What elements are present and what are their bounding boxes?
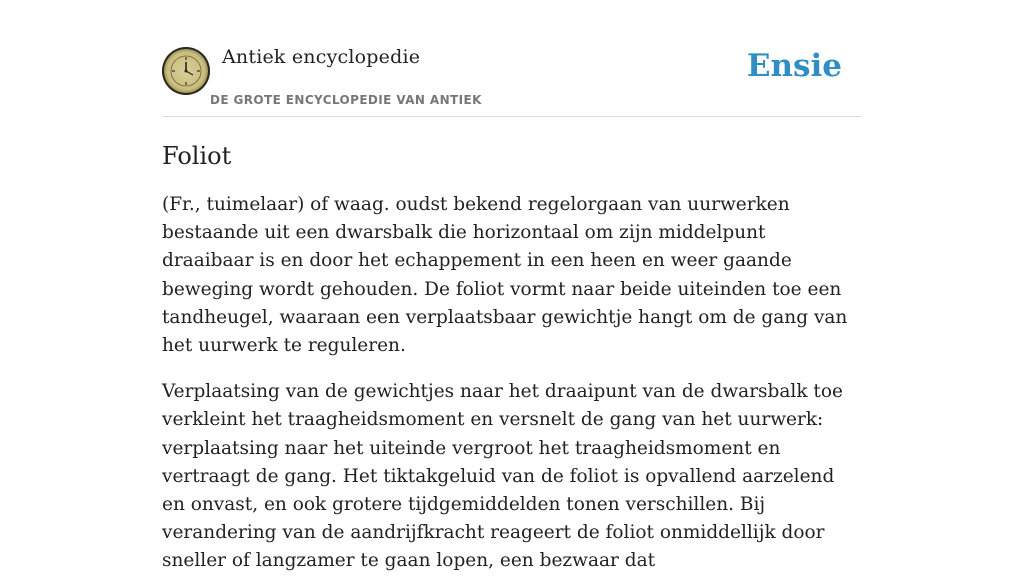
site-header [162, 0, 862, 117]
brand-logo-link[interactable]: Ensie [746, 48, 842, 84]
site-title[interactable]: Antiek encyclopedie [222, 46, 421, 68]
site-subtitle: DE GROTE ENCYCLOPEDIE VAN ANTIEK [210, 93, 482, 107]
page [162, 0, 862, 572]
clock-icon[interactable] [162, 47, 210, 95]
article-title: Foliot [162, 142, 232, 170]
article-paragraph: Verplaatsing van de gewichtjes naar het draaipunt van de dwarsbalk toe verkleint het traagheidsmoment en versnelt de gang van het uurwerk: verplaatsing naar het uiteinde vergroot het traagheidsmoment en vertraagt de gang. Het tiktakgeluid van de foliot is opvallend aarzelend en onvast, en ook grotere tijdgemiddelden tonen verschillen. Bij verandering van de aandrijfkracht reageert de foliot onmiddellijk door sneller of langzamer te gaan lopen, een bezwaar dat [162, 381, 843, 572]
article-paragraph: (Fr., tuimelaar) of waag. oudst bekend regelorgaan van uurwerken bestaande uit een dwarsbalk die horizontaal om zijn middelpunt draaibaar is en door het echappement in een heen en weer gaande beweging wordt gehouden. De foliot vormt naar beide uiteinden toe een tandheugel, waaraan een verplaatsbaar gewichtje hangt om de gang van het uurwerk te reguleren. [162, 194, 848, 357]
